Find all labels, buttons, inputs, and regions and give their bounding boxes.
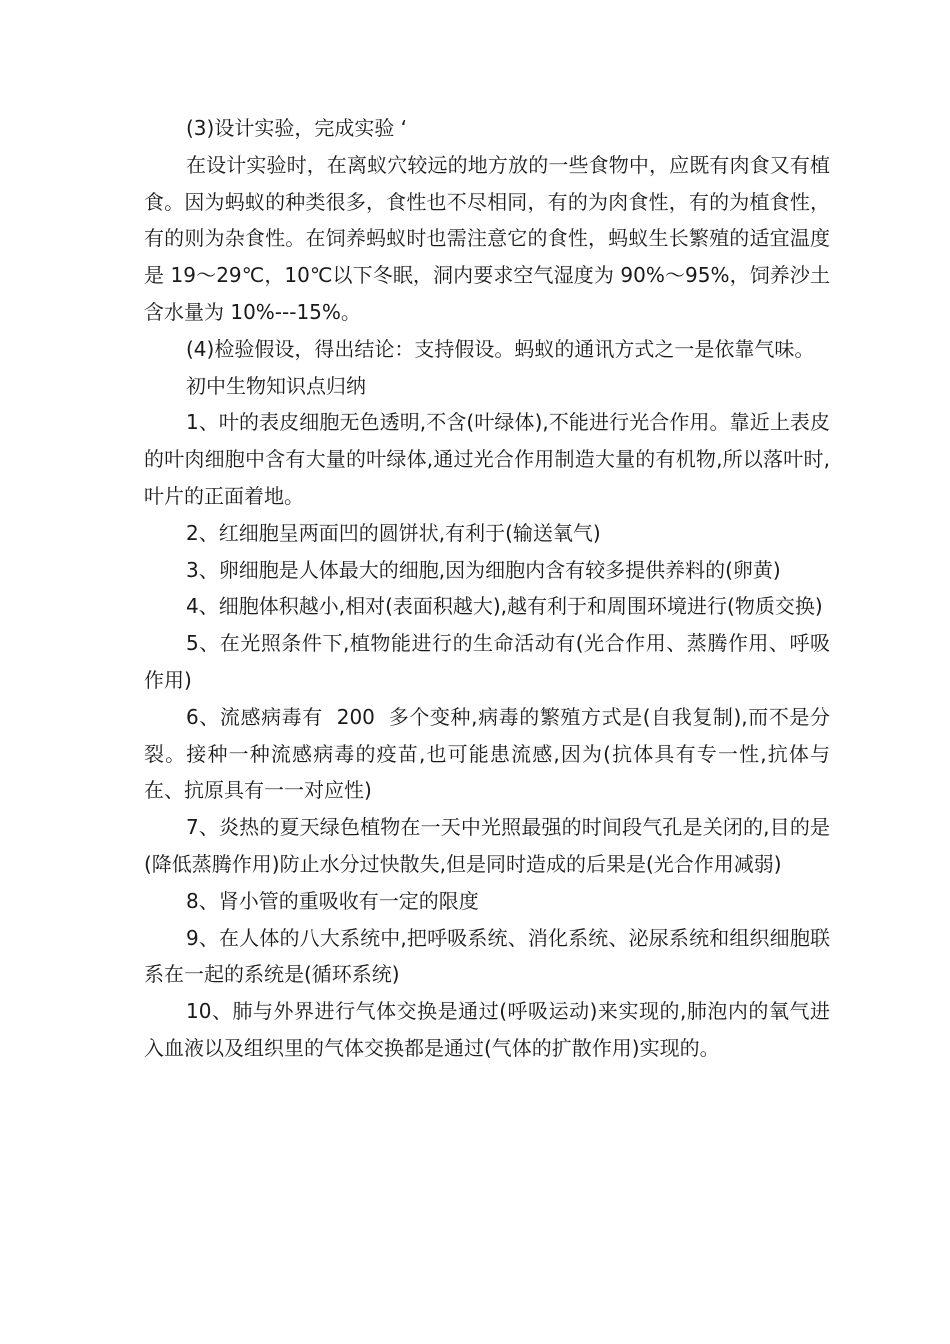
document-body [144, 110, 830, 1067]
list-item-7: 7、炎热的夏天绿色植物在一天中光照最强的时间段气孔是关闭的,目的是(降低蒸腾作用)防止水分过快散失,但是同时造成的后果是(光合作用减弱) [144, 815, 830, 876]
list-item-3: 3、卵细胞是人体最大的细胞,因为细胞内含有较多提供养料的(卵黄) [186, 557, 781, 582]
list-item-2: 2、红细胞呈两面凹的圆饼状,有利于(输送氧气) [186, 520, 601, 545]
list-item-5: 5、在光照条件下,植物能进行的生命活动有(光合作用、蒸腾作用、呼吸作用) [144, 631, 830, 692]
list-item-9: 9、在人体的八大系统中,把呼吸系统、消化系统、泌尿系统和组织细胞联系在一起的系统是(循环系统) [144, 925, 830, 987]
paragraph-experiment-design: 在设计实验时，在离蚁穴较远的地方放的一些食物中，应既有肉食又有植食。因为蚂蚁的种类很多，食性也不尽相同，有的为肉食性，有的为植食性，有的则为杂食性。在饲养蚂蚁时也需注意它的食性，蚂蚁生长繁殖的适宜温度是 19～29℃，10℃以下冬眠，洞内要求空气湿度为 90%～95%，饲养沙土含水量为 10%---15%。 [144, 152, 830, 324]
list-item-8: 8、肾小管的重吸收有一定的限度 [186, 888, 479, 913]
paragraph-test-hypothesis: (4)检验假设，得出结论：支持假设。蚂蚁的通讯方式之一是依靠气味。 [186, 336, 815, 361]
list-item-1: 1、叶的表皮细胞无色透明,不含(叶绿体),不能进行光合作用。靠近上表皮的叶肉细胞中含有大量的叶绿体,通过光合作用制造大量的有机物,所以落叶时,叶片的正面着地。 [144, 410, 830, 508]
list-item-10: 10、肺与外界进行气体交换是通过(呼吸运动)来实现的,肺泡内的氧气进入血液以及组织里的气体交换都是通过(气体的扩散作用)实现的。 [144, 999, 830, 1060]
list-item-4: 4、细胞体积越小,相对(表面积越大),越有利于和周围环境进行(物质交换) [186, 594, 823, 619]
list-item-6: 6、流感病毒有 200 多个变种,病毒的繁殖方式是(自我复制),而不是分裂。接种一种流感病毒的疫苗,也可能患流感,因为(抗体具有专一性,抗体与在、抗原具有一一对应性) [144, 704, 830, 803]
section-heading-biology-summary: 初中生物知识点归纳 [186, 373, 366, 398]
paragraph-design-experiment-heading: (3)设计实验，完成实验 ‘ [186, 116, 408, 140]
